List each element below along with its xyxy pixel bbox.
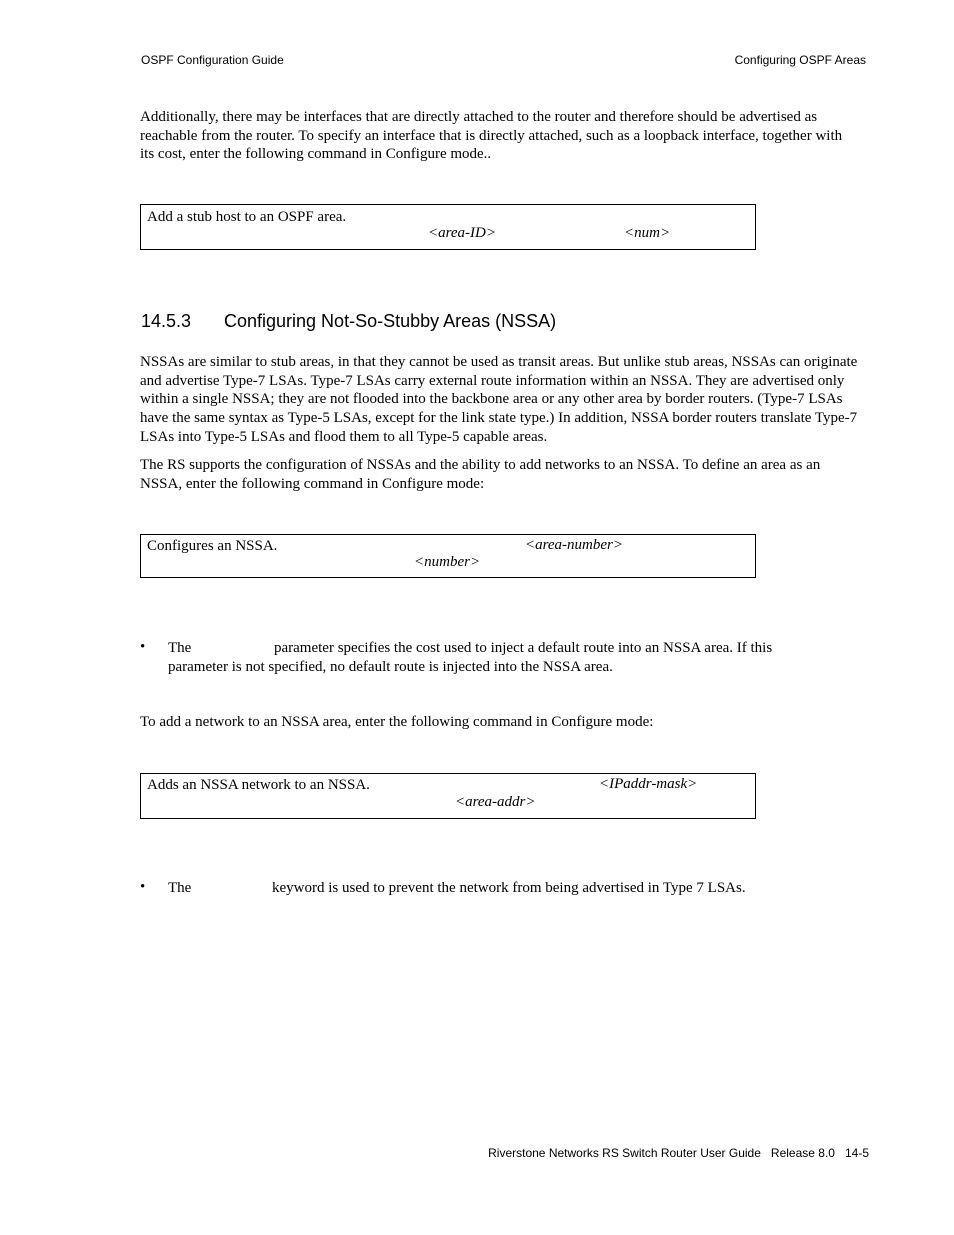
bullet2-text: keyword is used to prevent the network from being advertised in Type 7 LSAs.	[272, 880, 746, 896]
intro-line: its cost, enter the following command in Configure mode..	[140, 146, 492, 163]
bullet-symbol: •	[140, 879, 146, 895]
nssa-line: and advertise Type-7 LSAs. Type-7 LSAs carry external route information within an NSSA. They are advertised only	[140, 372, 845, 389]
intro-line: Additionally, there may be interfaces that are directly attached to the router and therefore should be advertised as	[140, 109, 818, 125]
command-description: Add a stub host to an OSPF area.	[147, 209, 347, 225]
nssa-line: NSSAs are similar to stub areas, in that they cannot be used as transit areas. But unlike stub areas, NSSAs can originate	[140, 354, 858, 370]
footer-release: Release 8.0	[770, 1146, 835, 1160]
nssa-paragraph	[140, 353, 870, 447]
intro-line: reachable from the router. To specify an interface that is directly attached, such as a loopback interface, together with	[140, 127, 843, 144]
add-network-paragraph: To add a network to an NSSA area, enter the following command in Configure mode:	[140, 714, 654, 730]
bullet-the: The	[168, 880, 192, 896]
nssa-line: within a single NSSA; they are not flooded into the backbone area or any other area by border routers. (Type-7 LSAs	[140, 391, 843, 408]
command-table-nssa-network	[140, 773, 756, 819]
rs-support-paragraph	[140, 456, 870, 493]
command-table-nssa	[140, 534, 756, 578]
command-description: Configures an NSSA.	[147, 538, 278, 554]
section-number: 14.5.3	[141, 311, 192, 331]
rs-line: The RS supports the configuration of NSSAs and the ability to add networks to an NSSA. To define an area as an	[140, 457, 821, 473]
nssa-line: have the same syntax as Type-5 LSAs, except for the link state type.) In addition, NSSA border routers translate Type-7	[140, 410, 858, 427]
command-arg-area-number: <area-number>	[525, 537, 624, 553]
intro-paragraph	[140, 108, 870, 164]
bullet-the: The	[168, 640, 192, 656]
footer-guide-title: Riverstone Networks RS Switch Router User Guide	[488, 1146, 761, 1160]
running-header-left: OSPF Configuration Guide	[141, 53, 284, 67]
command-table-stub-host	[140, 204, 756, 250]
command-arg-area-id: <area-ID>	[428, 225, 497, 241]
bullet-symbol: •	[140, 639, 146, 655]
bullet1-line: parameter is not specified, no default route is injected into the NSSA area.	[168, 659, 613, 675]
command-arg-area-addr: <area-addr>	[455, 794, 536, 810]
command-arg-ipaddr-mask: <IPaddr-mask>	[599, 776, 698, 792]
section-title: Configuring Not-So-Stubby Areas (NSSA)	[224, 311, 557, 331]
nssa-line: LSAs into Type-5 LSAs and flood them to all Type-5 capable areas.	[140, 428, 548, 445]
command-arg-num: <num>	[624, 225, 671, 241]
command-arg-number: <number>	[414, 554, 481, 570]
running-header-right: Configuring OSPF Areas	[734, 53, 866, 67]
rs-line: NSSA, enter the following command in Configure mode:	[140, 475, 485, 492]
running-footer	[488, 1146, 869, 1160]
page-number: 14-5	[844, 1146, 869, 1160]
bullet1-line: parameter specifies the cost used to inject a default route into an NSSA area. If this	[274, 640, 773, 656]
command-description: Adds an NSSA network to an NSSA.	[147, 777, 370, 793]
